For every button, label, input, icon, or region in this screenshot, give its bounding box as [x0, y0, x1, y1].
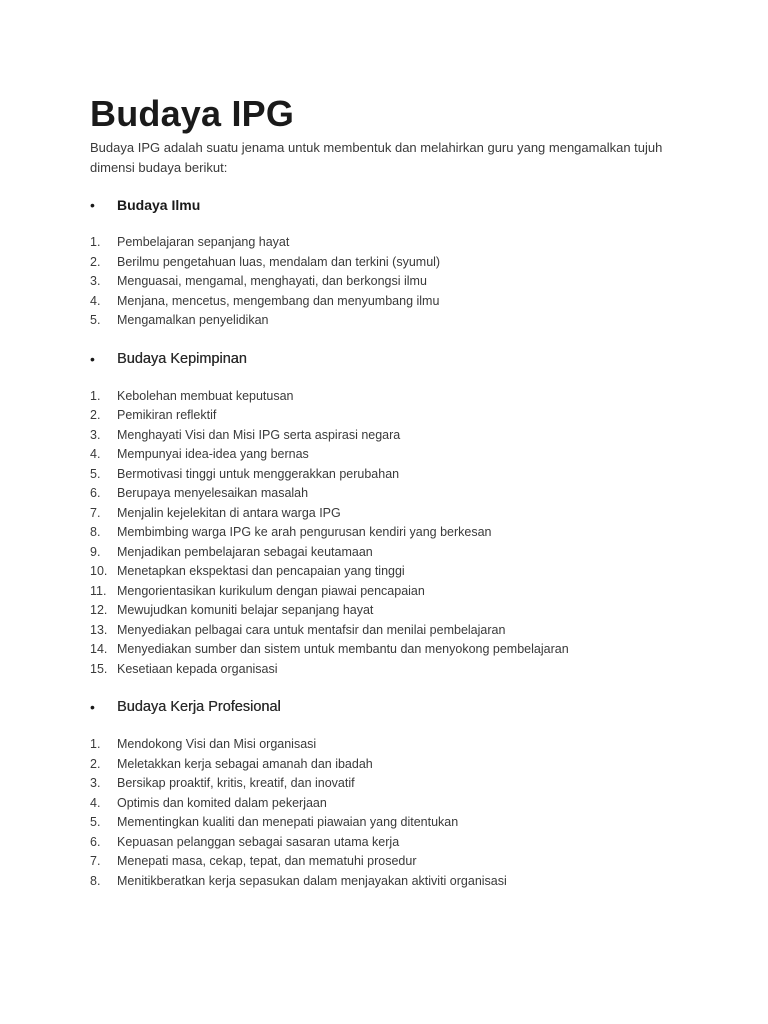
list-item-text: Berupaya menyelesaikan masalah: [117, 486, 309, 500]
list-item-text: Menitikberatkan kerja sepasukan dalam menjayakan aktiviti organisasi: [117, 873, 507, 888]
list-item-number: 2.: [90, 408, 101, 422]
list-item-number: 13.: [90, 622, 108, 637]
list-item-number: 1.: [90, 388, 101, 403]
list-item-text: Kepuasan pelanggan sebagai sasaran utama kerja: [117, 834, 400, 849]
list-item-text: Optimis dan komited dalam pekerjaan: [117, 795, 327, 810]
list-item-text: Menetapkan ekspektasi dan pencapaian yang tinggi: [117, 564, 405, 578]
list-item-text: Bersikap proaktif, kritis, kreatif, dan inovatif: [117, 776, 355, 790]
list-item: [90, 272, 730, 292]
list-item-number: 3.: [90, 274, 101, 288]
list-item-text: Kesetiaan kepada organisasi: [117, 661, 278, 676]
list-item: [90, 523, 730, 543]
section-heading-text: Budaya Ilmu: [117, 197, 201, 213]
list-budaya-ilmu: [90, 233, 730, 331]
list-item-text: Menepati masa, cekap, tepat, dan mematuhi prosedur: [117, 854, 417, 868]
list-item-text: Mengamalkan penyelidikan: [117, 313, 269, 327]
list-item-number: 5.: [90, 815, 101, 829]
list-item: [90, 484, 730, 504]
list-item-text: Menjana, mencetus, mengembang dan menyumbang ilmu: [117, 293, 440, 308]
list-item-number: 7.: [90, 505, 101, 520]
section-heading-budaya-kerja-profesional: [90, 697, 730, 717]
list-item-text: Menjalin kejelekitan di antara warga IPG: [117, 505, 341, 520]
section-heading-text: Budaya Kepimpinan: [117, 350, 247, 367]
list-item: [90, 872, 730, 892]
list-budaya-kerja-profesional: [90, 735, 730, 891]
list-item: [90, 852, 730, 872]
list-item-number: 15.: [90, 661, 108, 676]
section-heading-budaya-ilmu: [90, 195, 730, 215]
bullet-icon: •: [90, 350, 95, 367]
list-item: [90, 233, 730, 253]
list-item: [90, 813, 730, 833]
page-title: Budaya IPG: [90, 93, 295, 134]
list-item: [90, 311, 730, 331]
list-item-text: Bermotivasi tinggi untuk menggerakkan perubahan: [117, 466, 400, 481]
list-item-number: 3.: [90, 427, 101, 442]
list-item-text: Menghayati Visi dan Misi IPG serta aspirasi negara: [117, 427, 401, 442]
list-item: [90, 465, 730, 485]
list-item-number: 5.: [90, 313, 101, 327]
list-item-number: 2.: [90, 756, 101, 771]
list-item-text: Meletakkan kerja sebagai amanah dan ibadah: [117, 756, 373, 771]
list-item: [90, 253, 730, 273]
list-item: [90, 543, 730, 563]
bullet-icon: •: [90, 699, 95, 715]
document-page: [90, 90, 730, 909]
list-item-text: Mengorientasikan kurikulum dengan piawai pencapaian: [117, 583, 425, 598]
list-item-number: 11.: [90, 583, 107, 598]
list-item: [90, 755, 730, 775]
list-item: [90, 621, 730, 641]
list-item-text: Mempunyai idea-idea yang bernas: [117, 447, 309, 461]
list-item: [90, 582, 730, 602]
list-item: [90, 601, 730, 621]
list-item: [90, 833, 730, 853]
list-item-number: 1.: [90, 235, 101, 249]
list-item-number: 14.: [90, 642, 108, 656]
list-item-number: 5.: [90, 466, 101, 481]
list-item-text: Menjadikan pembelajaran sebagai keutamaan: [117, 544, 373, 559]
list-item-text: Pemikiran reflektif: [117, 408, 217, 422]
list-item: [90, 387, 730, 407]
section-heading-text: Budaya Kerja Profesional: [117, 699, 281, 715]
list-item-text: Membimbing warga IPG ke arah pengurusan kendiri yang berkesan: [117, 525, 492, 539]
bullet-icon: •: [90, 197, 95, 213]
list-item: [90, 660, 730, 680]
list-item-text: Mendokong Visi dan Misi organisasi: [117, 737, 317, 751]
list-item-number: 8.: [90, 873, 101, 888]
list-item-number: 8.: [90, 525, 101, 539]
list-item-number: 4.: [90, 293, 101, 308]
list-item-number: 2.: [90, 254, 101, 269]
list-item-number: 4.: [90, 447, 101, 461]
list-item: [90, 794, 730, 814]
list-item-number: 1.: [90, 737, 101, 751]
list-item: [90, 774, 730, 794]
list-item-text: Menguasai, mengamal, menghayati, dan berkongsi ilmu: [117, 274, 427, 288]
intro-paragraph: Budaya IPG adalah suatu jenama untuk membentuk dan melahirkan guru yang mengamalkan tujuh dimensi budaya berikut:: [90, 140, 663, 175]
list-item-text: Menyediakan sumber dan sistem untuk membantu dan menyokong pembelajaran: [117, 642, 569, 656]
list-item: [90, 426, 730, 446]
list-item-number: 4.: [90, 795, 101, 810]
list-item-text: Mewujudkan komuniti belajar sepanjang hayat: [117, 603, 374, 617]
list-budaya-kepimpinan: [90, 387, 730, 680]
list-item-number: 9.: [90, 544, 101, 559]
list-item-text: Pembelajaran sepanjang hayat: [117, 235, 290, 249]
list-item-number: 7.: [90, 854, 101, 868]
list-item-number: 6.: [90, 486, 101, 500]
section-heading-budaya-kepimpinan: [90, 349, 730, 369]
list-item: [90, 562, 730, 582]
list-item: [90, 406, 730, 426]
list-item-text: Kebolehan membuat keputusan: [117, 388, 294, 403]
list-item: [90, 445, 730, 465]
list-item: [90, 735, 730, 755]
list-item-number: 3.: [90, 776, 101, 790]
list-item: [90, 504, 730, 524]
list-item-text: Menyediakan pelbagai cara untuk mentafsir dan menilai pembelajaran: [117, 622, 506, 637]
list-item-number: 6.: [90, 834, 101, 849]
list-item-number: 10.: [90, 564, 108, 578]
list-item: [90, 292, 730, 312]
list-item-text: Berilmu pengetahuan luas, mendalam dan terkini (syumul): [117, 254, 441, 269]
list-item-text: Mementingkan kualiti dan menepati piawaian yang ditentukan: [117, 815, 459, 829]
list-item-number: 12.: [90, 603, 108, 617]
list-item: [90, 640, 730, 660]
